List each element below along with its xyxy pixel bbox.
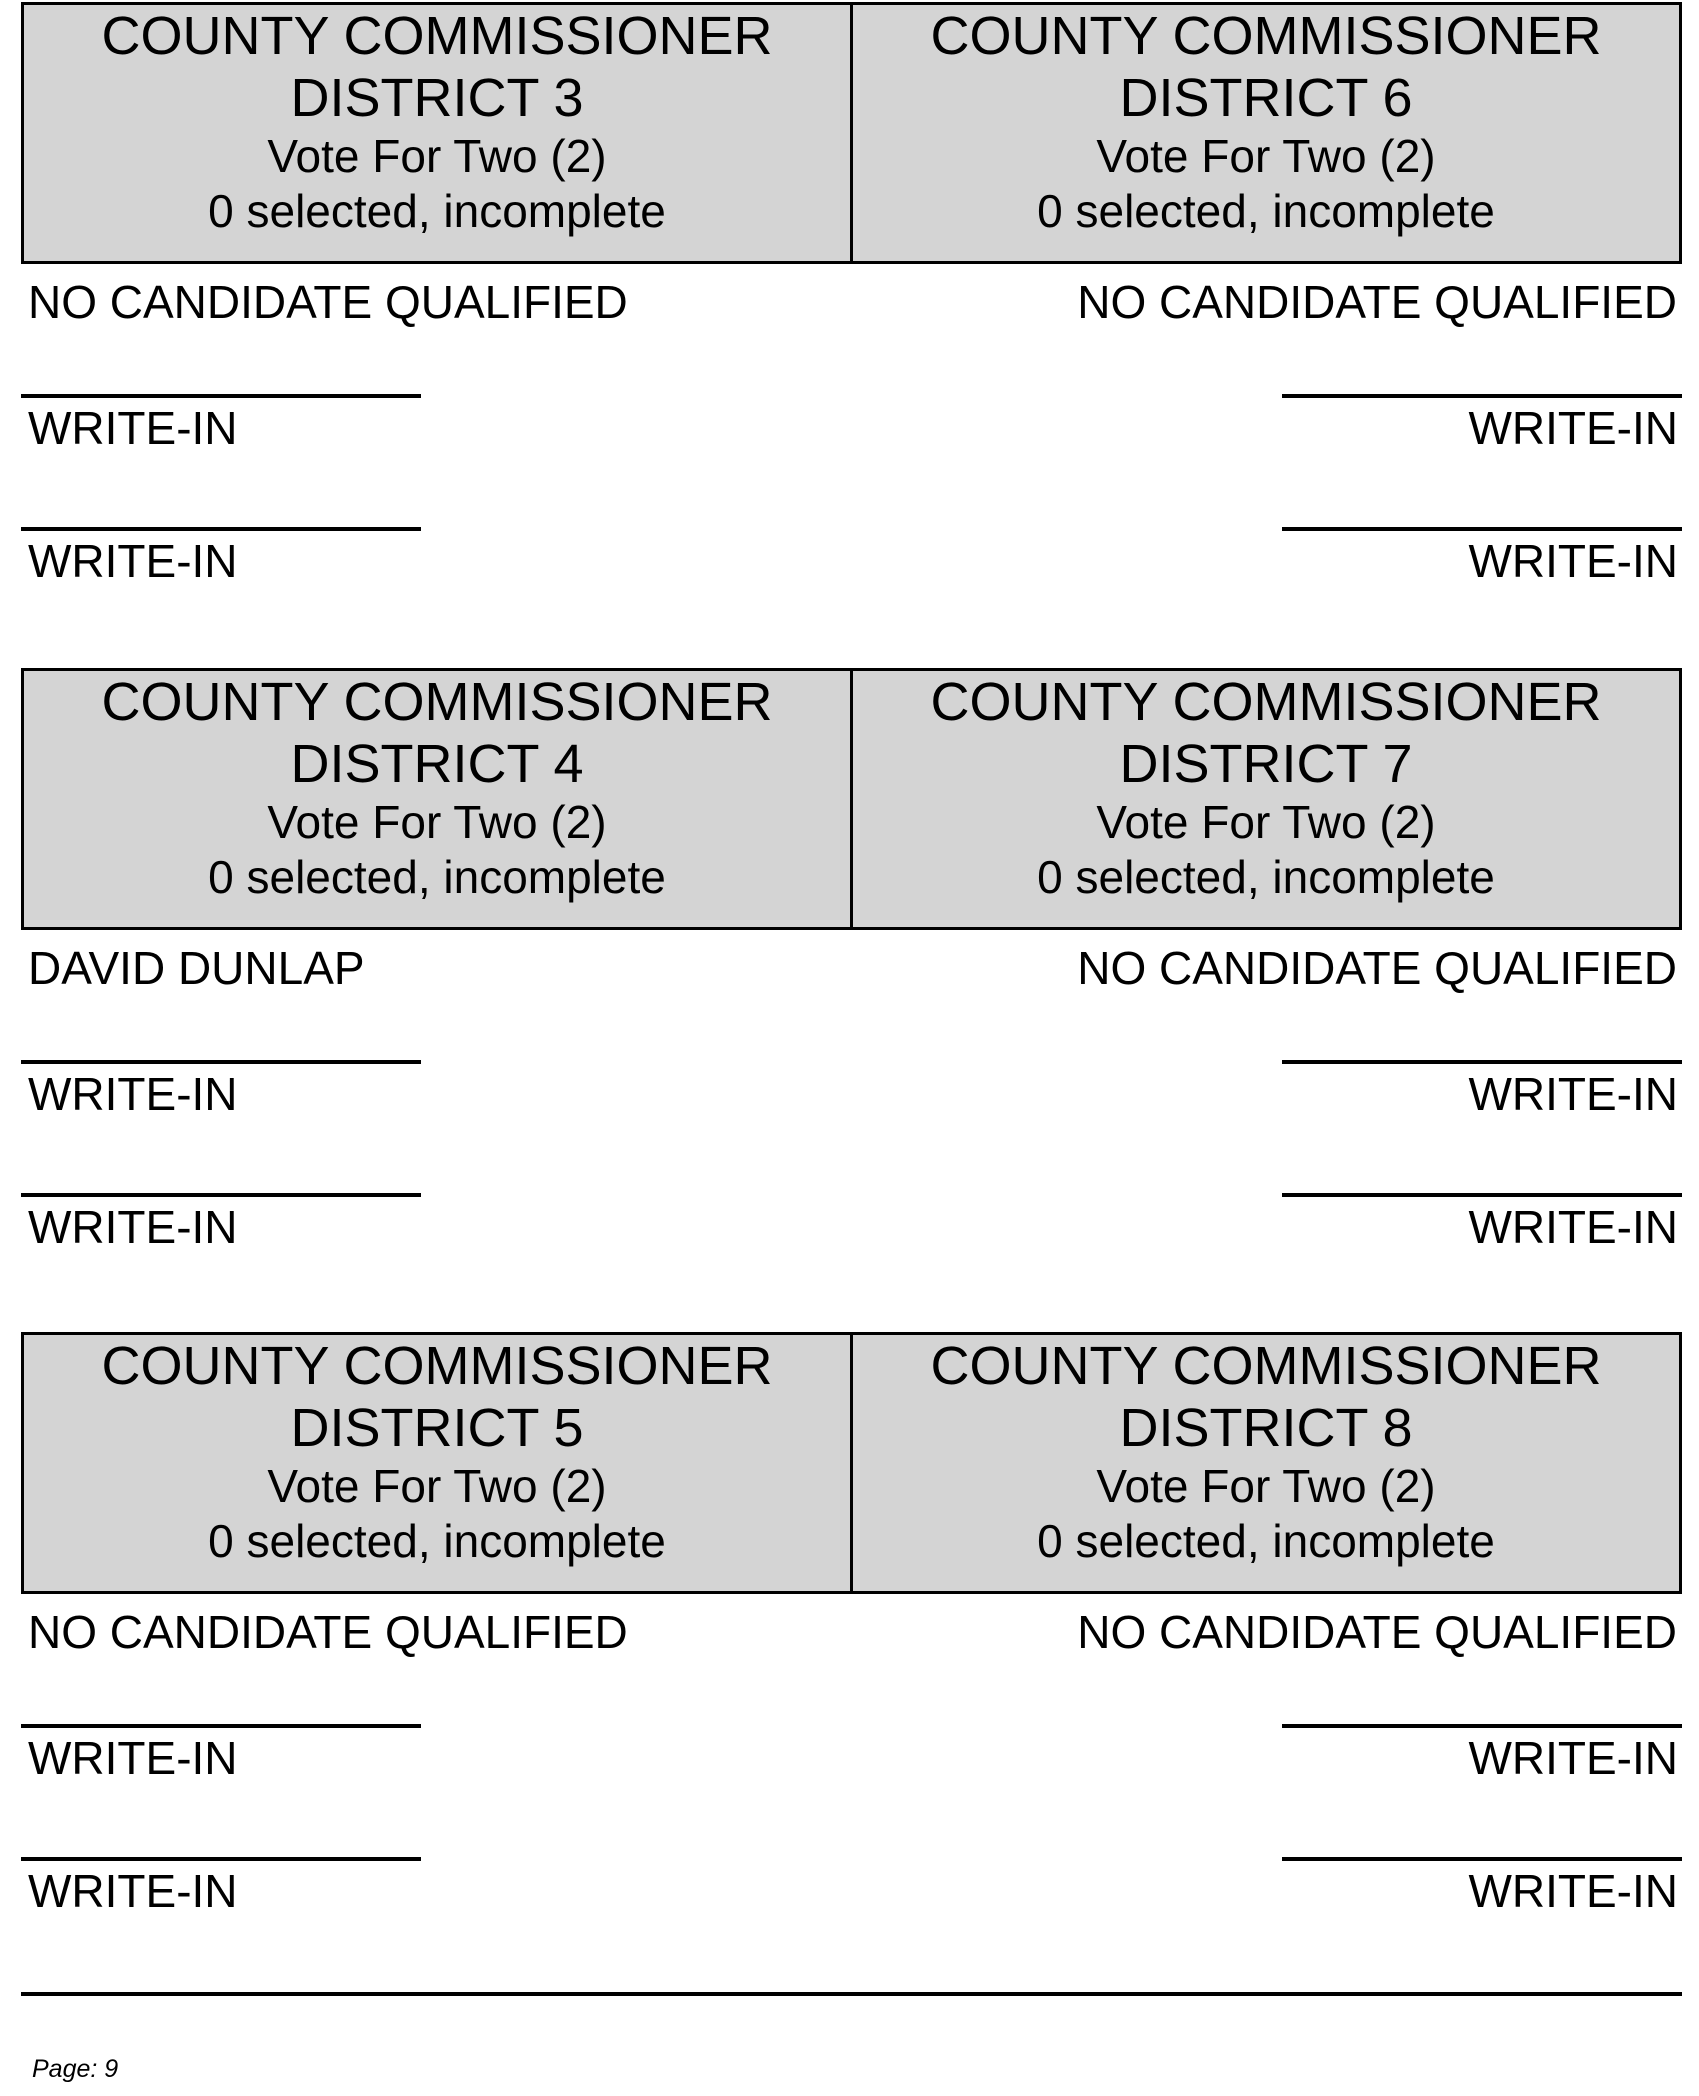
contest-district: DISTRICT 3 <box>290 68 584 128</box>
write-in-line[interactable] <box>21 527 421 531</box>
selection-status: 0 selected, incomplete <box>1037 1515 1495 1567</box>
contest-title: COUNTY COMMISSIONER <box>930 6 1602 66</box>
vote-for-instruction: Vote For Two (2) <box>1096 130 1436 182</box>
write-in-option[interactable] <box>21 1724 421 1790</box>
contest-row <box>21 668 1682 1253</box>
write-in-label: WRITE-IN <box>1468 1865 1678 1917</box>
vote-for-instruction: Vote For Two (2) <box>267 130 607 182</box>
write-in-label: WRITE-IN <box>1468 1068 1678 1120</box>
write-in-line[interactable] <box>21 1857 421 1861</box>
selection-status: 0 selected, incomplete <box>1037 185 1495 237</box>
write-in-line[interactable] <box>21 394 421 398</box>
write-in-label: WRITE-IN <box>28 535 238 587</box>
write-in-line[interactable] <box>1282 1060 1682 1064</box>
contest-header-bar <box>21 1332 1682 1594</box>
write-in-option[interactable] <box>1282 1724 1682 1790</box>
write-in-label: WRITE-IN <box>1468 535 1678 587</box>
write-in-option[interactable] <box>21 1060 421 1126</box>
contest-district: DISTRICT 8 <box>1119 1398 1413 1458</box>
contest-title: COUNTY COMMISSIONER <box>101 6 773 66</box>
write-in-label: WRITE-IN <box>28 402 238 454</box>
selection-status: 0 selected, incomplete <box>208 185 666 237</box>
write-in-label: WRITE-IN <box>28 1201 238 1253</box>
contest-options-district-5 <box>21 1594 851 1994</box>
write-in-label: WRITE-IN <box>1468 1732 1678 1784</box>
write-in-option[interactable] <box>1282 527 1682 593</box>
selection-status: 0 selected, incomplete <box>1037 851 1495 903</box>
vote-for-instruction: Vote For Two (2) <box>267 1460 607 1512</box>
candidate-option[interactable]: NO CANDIDATE QUALIFIED <box>1077 1606 1677 1658</box>
write-in-option[interactable] <box>21 394 421 460</box>
vote-for-instruction: Vote For Two (2) <box>1096 1460 1436 1512</box>
write-in-label: WRITE-IN <box>1468 402 1678 454</box>
contest-header-district-5 <box>24 1335 853 1591</box>
write-in-option[interactable] <box>1282 1857 1682 1923</box>
write-in-option[interactable] <box>21 1193 421 1259</box>
contest-district: DISTRICT 7 <box>1119 734 1413 794</box>
write-in-option[interactable] <box>21 1857 421 1923</box>
bottom-divider <box>21 1992 1682 1996</box>
contest-options-district-3 <box>21 264 851 664</box>
candidate-option[interactable]: NO CANDIDATE QUALIFIED <box>28 276 628 328</box>
contest-title: COUNTY COMMISSIONER <box>101 1336 773 1396</box>
contest-header-district-8 <box>853 1335 1679 1591</box>
contest-title: COUNTY COMMISSIONER <box>930 1336 1602 1396</box>
write-in-line[interactable] <box>1282 1193 1682 1197</box>
contest-options-district-7 <box>852 930 1682 1330</box>
write-in-line[interactable] <box>21 1724 421 1728</box>
write-in-option[interactable] <box>21 527 421 593</box>
write-in-line[interactable] <box>21 1193 421 1197</box>
vote-for-instruction: Vote For Two (2) <box>267 796 607 848</box>
contest-row <box>21 1332 1682 1917</box>
write-in-label: WRITE-IN <box>28 1865 238 1917</box>
contest-header-district-7 <box>853 671 1679 927</box>
write-in-line[interactable] <box>1282 394 1682 398</box>
write-in-label: WRITE-IN <box>28 1068 238 1120</box>
write-in-label: WRITE-IN <box>28 1732 238 1784</box>
selection-status: 0 selected, incomplete <box>208 1515 666 1567</box>
write-in-option[interactable] <box>1282 1193 1682 1259</box>
contest-district: DISTRICT 6 <box>1119 68 1413 128</box>
write-in-line[interactable] <box>21 1060 421 1064</box>
contest-header-bar <box>21 2 1682 264</box>
candidate-option[interactable]: DAVID DUNLAP <box>28 942 365 994</box>
contest-row <box>21 2 1682 587</box>
contest-title: COUNTY COMMISSIONER <box>930 672 1602 732</box>
contest-header-district-6 <box>853 5 1679 261</box>
write-in-line[interactable] <box>1282 1857 1682 1861</box>
contest-options-district-8 <box>852 1594 1682 1994</box>
write-in-line[interactable] <box>1282 527 1682 531</box>
write-in-option[interactable] <box>1282 1060 1682 1126</box>
contest-header-district-3 <box>24 5 853 261</box>
contest-district: DISTRICT 5 <box>290 1398 584 1458</box>
contest-options-district-4 <box>21 930 851 1330</box>
contest-title: COUNTY COMMISSIONER <box>101 672 773 732</box>
write-in-line[interactable] <box>1282 1724 1682 1728</box>
candidate-option[interactable]: NO CANDIDATE QUALIFIED <box>1077 276 1677 328</box>
write-in-label: WRITE-IN <box>1468 1201 1678 1253</box>
contest-options-district-6 <box>852 264 1682 664</box>
contest-district: DISTRICT 4 <box>290 734 584 794</box>
page-number: Page: 9 <box>32 2055 119 2083</box>
contest-header-bar <box>21 668 1682 930</box>
vote-for-instruction: Vote For Two (2) <box>1096 796 1436 848</box>
candidate-option[interactable]: NO CANDIDATE QUALIFIED <box>28 1606 628 1658</box>
selection-status: 0 selected, incomplete <box>208 851 666 903</box>
candidate-option[interactable]: NO CANDIDATE QUALIFIED <box>1077 942 1677 994</box>
contest-header-district-4 <box>24 671 853 927</box>
write-in-option[interactable] <box>1282 394 1682 460</box>
